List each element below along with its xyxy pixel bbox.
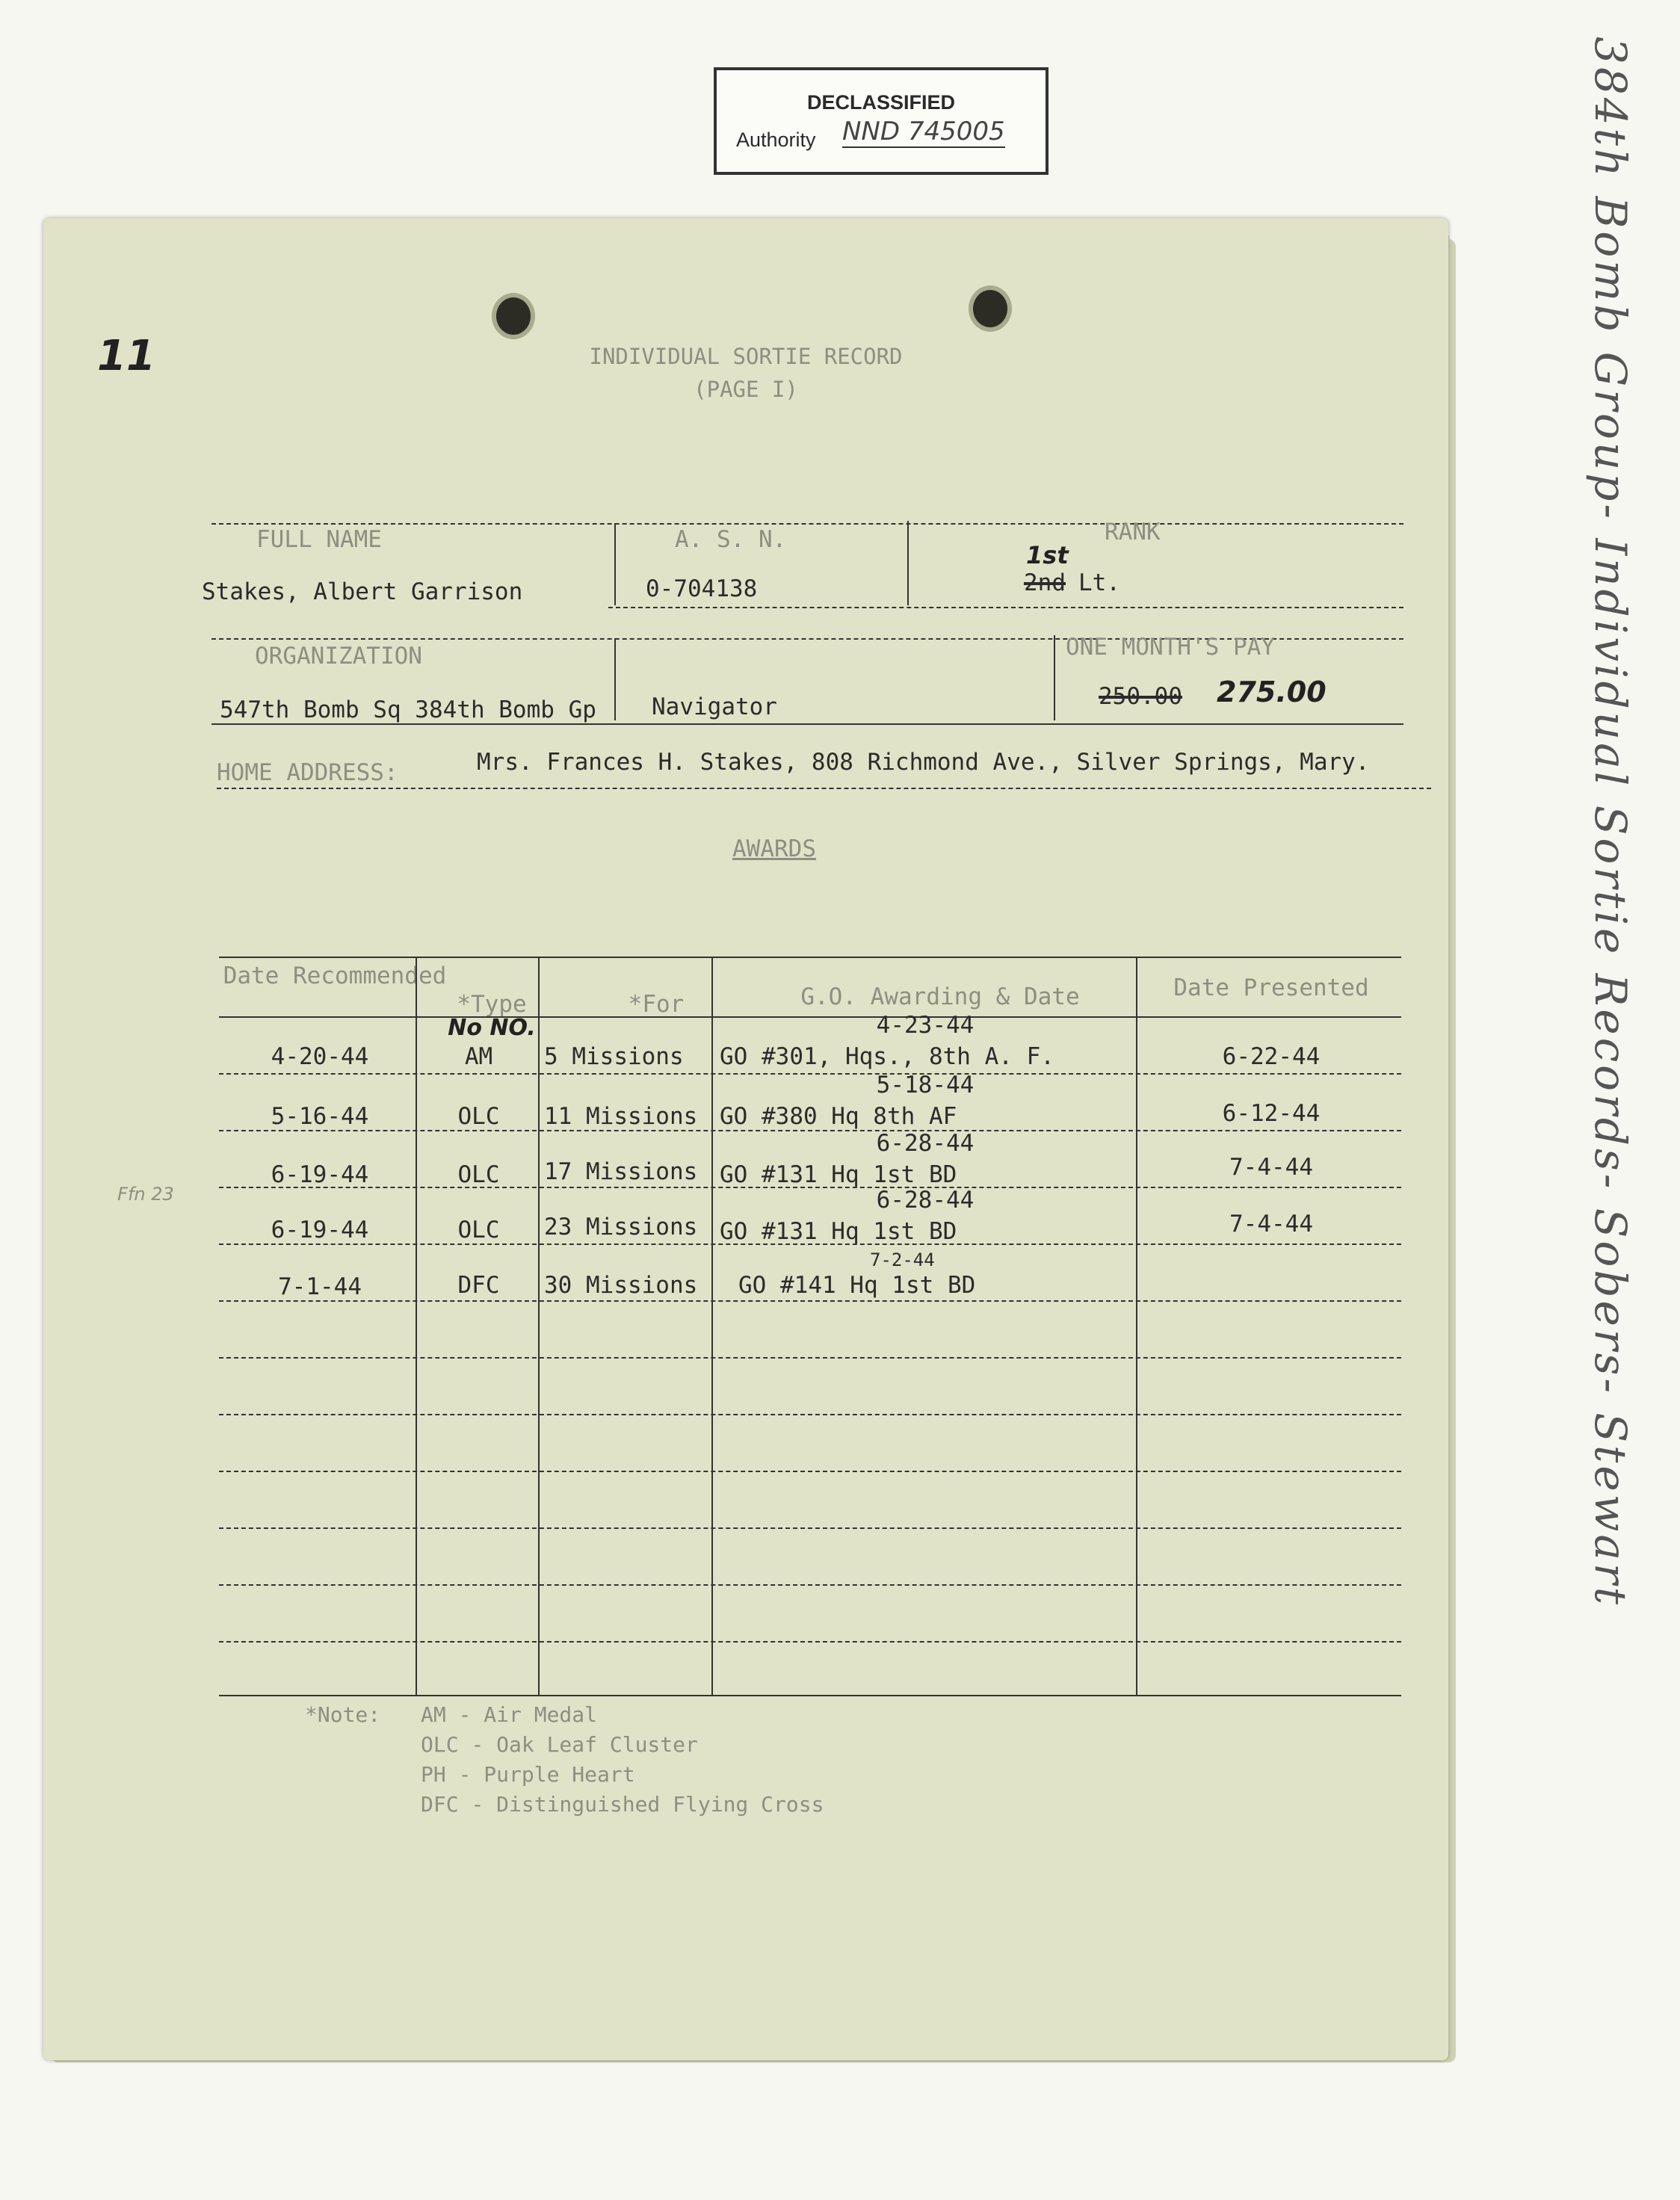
header-type: *Type — [457, 991, 527, 1018]
pay-label: ONE MONTH'S PAY — [1066, 634, 1275, 661]
award-go: GO #301, Hqs., 8th A. F. — [720, 1043, 1054, 1070]
rule — [608, 607, 1403, 608]
row-rule — [219, 1527, 1401, 1529]
award-go-date: 5-18-44 — [876, 1072, 975, 1099]
row-rule — [219, 1357, 1401, 1359]
award-date: 4-20-44 — [271, 1043, 369, 1070]
award-type: OLC — [457, 1217, 500, 1243]
award-type: AM — [464, 1043, 493, 1070]
award-go-date: 6-28-44 — [876, 1130, 975, 1157]
note-item: DFC - Distinguished Flying Cross — [421, 1792, 824, 1817]
pay-value: 275.00 — [1217, 676, 1327, 708]
declassified-stamp — [714, 67, 1049, 175]
form-title: INDIVIDUAL SORTIE RECORD — [589, 344, 903, 369]
position-value: Navigator — [652, 693, 777, 720]
award-type-note: No NO. — [448, 1015, 536, 1041]
asn-label: A. S. N. — [675, 526, 787, 553]
divider — [614, 523, 616, 605]
award-date: 6-19-44 — [271, 1161, 369, 1188]
award-date: 6-19-44 — [271, 1217, 369, 1243]
award-presented: 7-4-44 — [1229, 1154, 1313, 1181]
award-for: 23 Missions — [544, 1214, 698, 1240]
row-rule — [219, 1300, 1401, 1302]
rule — [211, 523, 1403, 525]
award-presented: 6-12-44 — [1222, 1100, 1321, 1127]
side-note — [1566, 30, 1655, 1614]
header-presented: Date Presented — [1173, 974, 1369, 1001]
rank-label: RANK — [1105, 519, 1161, 546]
side-note-text: 384th Bomb Group- Individual Sortie Records- Sobers- Stewart — [1585, 36, 1636, 1607]
organization-label: ORGANIZATION — [255, 643, 422, 670]
stamp-authority-value: NND 745005 — [842, 117, 1005, 146]
row-rule — [219, 1584, 1401, 1586]
awards-heading: AWARDS — [732, 835, 816, 862]
rank-struck: 2nd — [1024, 569, 1066, 596]
stamp-title: DECLASSIFIED — [806, 91, 956, 114]
home-address-label: HOME ADDRESS: — [217, 759, 398, 786]
award-go-date: 7-2-44 — [870, 1249, 935, 1270]
table-top-rule — [219, 957, 1401, 958]
rule — [217, 788, 1431, 789]
margin-note: Ffn 23 — [117, 1184, 174, 1205]
award-presented: 7-4-44 — [1229, 1211, 1313, 1238]
award-for: 11 Missions — [544, 1103, 698, 1130]
award-type: OLC — [457, 1103, 500, 1130]
home-address-value: Mrs. Frances H. Stakes, 808 Richmond Ave., Silver Springs, Mary. — [477, 749, 1370, 776]
award-for: 30 Missions — [544, 1272, 698, 1299]
full-name-label: FULL NAME — [256, 526, 382, 553]
asn-value: 0-704138 — [646, 575, 758, 602]
award-for: 17 Missions — [544, 1158, 698, 1185]
award-go-date: 6-28-44 — [876, 1187, 975, 1214]
header-date: Date Recommended — [223, 962, 447, 989]
award-type: OLC — [457, 1161, 500, 1188]
divider — [1054, 635, 1055, 720]
divider — [907, 521, 909, 605]
rule — [211, 723, 1403, 725]
award-date: 5-16-44 — [271, 1103, 369, 1130]
note-item: AM - Air Medal — [421, 1702, 598, 1727]
binder-hole-right — [969, 285, 1012, 332]
award-go: GO #131 Hq 1st BD — [720, 1161, 957, 1188]
award-go: GO #380 Hq 8th AF — [720, 1103, 957, 1130]
award-for: 5 Missions — [544, 1043, 684, 1070]
row-rule — [219, 1243, 1401, 1245]
note-label: *Note: — [305, 1702, 381, 1727]
award-go: GO #141 Hq 1st BD — [738, 1272, 976, 1299]
row-rule — [219, 1641, 1401, 1643]
organization-value: 547th Bomb Sq 384th Bomb Gp — [220, 696, 596, 723]
binder-hole-left — [492, 293, 535, 339]
page-mark: 11 — [97, 332, 155, 380]
row-rule — [219, 1414, 1401, 1415]
note-item: PH - Purple Heart — [421, 1762, 635, 1787]
rank-value: Lt. — [1078, 569, 1120, 596]
header-for: *For — [628, 991, 685, 1018]
stamp-authority-label: Authority — [736, 129, 816, 151]
award-go: GO #131 Hq 1st BD — [720, 1218, 957, 1245]
pay-struck: 250.00 — [1099, 683, 1182, 710]
divider — [614, 638, 616, 720]
award-date: 7-1-44 — [278, 1273, 362, 1300]
table-bottom-rule — [219, 1695, 1401, 1696]
note-item: OLC - Oak Leaf Cluster — [421, 1732, 698, 1757]
record-page — [43, 218, 1448, 2060]
header-go: G.O. Awarding & Date — [800, 983, 1080, 1010]
award-presented: 6-22-44 — [1222, 1043, 1321, 1070]
rank-correction: 1st — [1026, 541, 1069, 569]
full-name-value: Stakes, Albert Garrison — [202, 578, 523, 605]
award-go-date: 4-23-44 — [876, 1012, 975, 1039]
row-rule — [219, 1471, 1401, 1472]
form-subtitle: (PAGE I) — [694, 377, 798, 402]
award-type: DFC — [457, 1272, 500, 1299]
